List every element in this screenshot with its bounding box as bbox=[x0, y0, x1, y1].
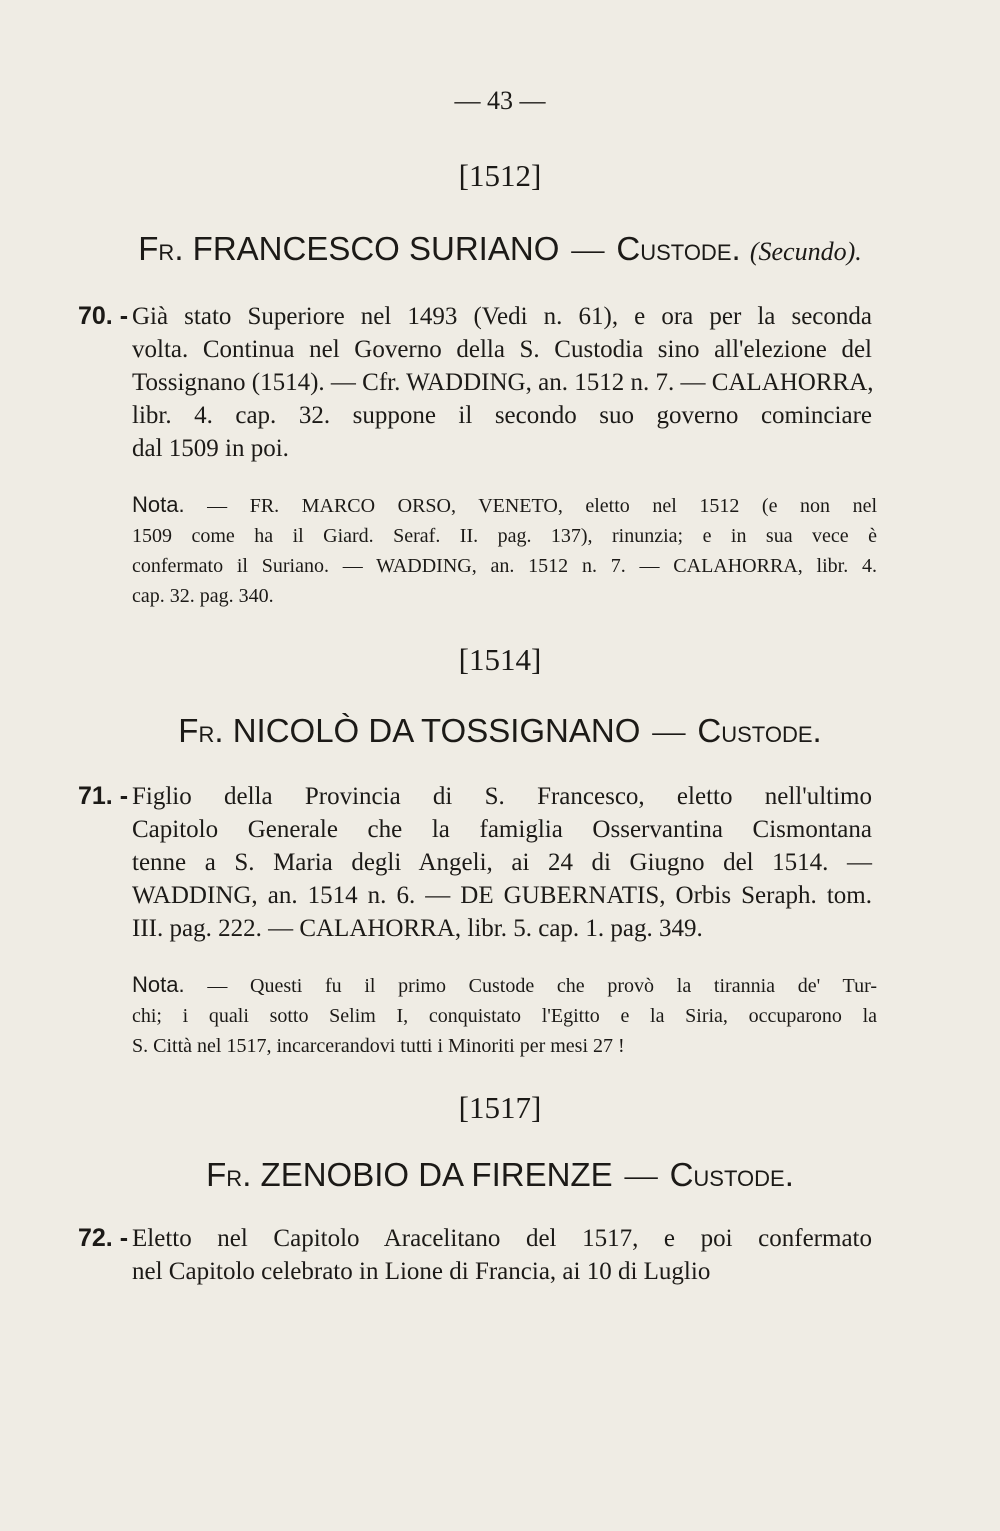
custodian-name: ZENOBIO DA FIRENZE bbox=[260, 1156, 613, 1193]
note-paragraph: Nota. — Questi fu il primo Custode che provò la tirannia de' Tur- chi; i quali sotto Selim I, conquistato l'Egitto e la Siria, occuparono la S. Città nel 1517, incarcerandovi tutti i Minoriti per mesi 27 ! bbox=[132, 972, 877, 1057]
custodian-heading: FR. FRANCESCO SURIANO — CUSTODE. (Secundo). bbox=[138, 230, 862, 268]
custodian-heading: FR. ZENOBIO DA FIRENZE — CUSTODE. bbox=[206, 1156, 794, 1194]
note-label: Nota. bbox=[132, 492, 185, 517]
custodian-heading: FR. NICOLÒ DA TOSSIGNANO — CUSTODE. bbox=[178, 712, 822, 750]
year-heading: [1514] bbox=[458, 642, 542, 677]
heading-subtitle: (Secundo). bbox=[749, 237, 862, 266]
note-label: Nota. bbox=[132, 972, 185, 997]
page-number: — 43 — bbox=[454, 86, 546, 115]
year-heading: [1517] bbox=[458, 1090, 542, 1125]
entry-paragraph: 71. - Figlio della Provincia di S. Francesco, eletto nell'ultimo Capitolo Generale che la famiglia Osservantina Cismontana tenne a S. Maria degli Angeli, ai 24 di Giugno del 1514. — WADDING, an. 1514 n. 6. — DE GUBERNATIS, Orbis Seraph. tom. III. pag. 222. — CALAHORRA, libr. 5. cap. 1. pag. 349. bbox=[78, 782, 872, 942]
custodian-name: NICOLÒ DA TOSSIGNANO bbox=[232, 712, 641, 749]
entry-number: 72. - bbox=[78, 1224, 129, 1252]
entry-paragraph: 70. - Già stato Superiore nel 1493 (Vedi n. 61), e ora per la seconda volta. Continua nel Governo della S. Custodia sino all'elezione del Tossignano (1514). — Cfr. WADDING, an. 1512 n. 7. — CALAHORRA, libr. 4. cap. 32. suppone il secondo suo governo cominciare dal 1509 in poi. bbox=[78, 302, 874, 462]
entry-number: 70. - bbox=[78, 302, 129, 330]
year-heading: [1512] bbox=[458, 158, 542, 193]
custodian-name: FRANCESCO SURIANO bbox=[192, 230, 560, 267]
entry-paragraph: 72. - Eletto nel Capitolo Aracelitano del 1517, e poi confermato nel Capitolo celebrato in Lione di Francia, ai 10 di Luglio bbox=[78, 1224, 872, 1285]
note-paragraph: Nota. — FR. MARCO ORSO, VENETO, eletto nel 1512 (e non nel 1509 come ha il Giard. Seraf. II. pag. 137), rinunzia; e in sua vece è confermato il Suriano. — WADDING, an. 1512 n. 7. — CALAHORRA, libr. 4. cap. 32. pag. 340. bbox=[132, 492, 878, 607]
entry-number: 71. - bbox=[78, 782, 129, 810]
